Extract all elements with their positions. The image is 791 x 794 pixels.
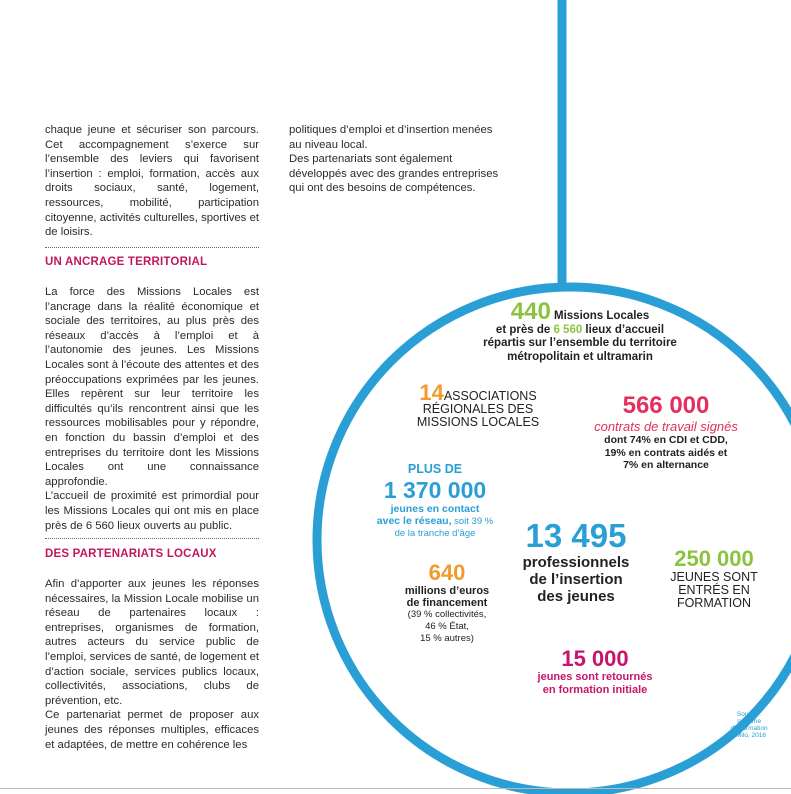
ancrage-paragraph-1: La force des Missions Locales est l’ancrage dans la réalité économique et sociale des territoires, au plus près des réseaux d’accès à l’emploi et à l’autonomie des jeunes. Les Missions Locales sont à l’écoute des attentes et des préoccupations exprimées par les jeunes. Elles repèrent sur leur territoire les difficultés qu’ils rencontrent ainsi que les ressources mobilisables pour y répondre, en fonction du bassin d’emploi et des entreprises du territoire dont les Missions Locales ont une connaissance approfondie. — [45, 286, 259, 488]
source-line4: I-Milo, 2016 — [732, 732, 766, 739]
stat-640-number: 640 — [428, 560, 466, 585]
stat-566000-detail2: 19% en contrats aidés et — [604, 446, 728, 459]
stat-566000-detail1: dont 74% en CDI et CDD, — [604, 434, 728, 446]
stat-13495-line1: professionnels — [522, 554, 630, 571]
stat-14-line2: RÉGIONALES DES — [422, 402, 534, 416]
stat-14-number: 14 — [419, 380, 444, 405]
stat-250000-line2: ENTRÉS EN — [678, 583, 750, 597]
partenariats-paragraph-1: Afin d’apporter aux jeunes les réponses nécessaires, la Mission Locale mobilise un réseau de partenaires locaux : entreprises, organismes de formation, autres acteurs du service public de l’emploi, services de santé, de logement et d’action sociale, services publics locaux, collectivités, associations, clubs de prévention, etc. — [45, 578, 259, 707]
stat-640-line5: 15 % autres) — [420, 633, 474, 644]
stat-13495-number: 13 495 — [525, 517, 627, 554]
stat-440-number: 440 — [510, 298, 551, 325]
stat-440-line2b: lieux d’accueil — [582, 323, 665, 336]
stat-1370000-line1: jeunes en contact — [390, 503, 480, 515]
stat-14-line1: ASSOCIATIONS — [443, 389, 537, 403]
section-title-partenariats: DES PARTENARIATS LOCAUX — [45, 548, 217, 560]
stat-1370000-number: 1 370 000 — [383, 477, 487, 503]
right-paragraph-2: Des partenariats sont également développés avec des grandes entreprises qui ont des besoins de compétences. — [289, 153, 499, 195]
stat-1370000-line2b: soit 39 % — [451, 516, 494, 527]
stat-250000-line3: FORMATION — [676, 596, 752, 610]
source-line3: d’information — [730, 725, 768, 732]
source-line1: Source : — [736, 711, 762, 718]
stat-1370000-line3: de la tranche d’âge — [394, 528, 476, 539]
stat-14-line3: MISSIONS LOCALES — [416, 415, 540, 429]
source-line2: système — [736, 718, 762, 725]
stat-15000-line1: jeunes sont retournés — [537, 671, 653, 683]
stat-566000-subtitle: contrats de travail signés — [594, 419, 738, 434]
stat-13495-professionnels — [506, 518, 646, 605]
stat-15000-retournes — [520, 646, 670, 696]
stat-440-line3: répartis sur l’ensemble du territoire — [483, 337, 677, 349]
stat-15000-line2: en formation initiale — [542, 683, 648, 696]
stat-1370000-jeunes — [358, 462, 512, 540]
stat-13495-line3: des jeunes — [537, 588, 615, 605]
stat-14-associations — [398, 380, 558, 429]
stat-566000-contrats — [576, 393, 756, 472]
stat-566000-detail3: 7% en alternance — [623, 459, 709, 471]
stat-440-lieux-number: 6 560 — [553, 323, 583, 336]
stat-640-line3: (39 % collectivités, — [407, 609, 487, 620]
stat-250000-number: 250 000 — [674, 546, 754, 571]
stat-440-line1: Missions Locales — [554, 310, 650, 322]
stat-440-line4: métropolitain et ultramarin — [507, 350, 653, 363]
intro-paragraph: chaque jeune et sécuriser son parcours. Cet accompagnement s’exerce sur l’ensemble des leviers qui favorisent l’insertion : emploi, formation, accès aux droits sociaux, santé, logement, ressources, mobilité, participation citoyenne, activités culturelles, sportives et de loisirs. — [45, 124, 259, 239]
stat-640-line2: de financement — [406, 597, 488, 609]
right-paragraph-1: politiques d’emploi et d’insertion menées au niveau local. — [289, 124, 493, 151]
stat-13495-line2: de l’insertion — [529, 571, 623, 588]
section-title-ancrage: UN ANCRAGE TERRITORIAL — [45, 256, 208, 268]
stat-1370000-line2: avec le réseau, — [376, 515, 452, 527]
stat-250000-formation — [651, 546, 777, 610]
stat-640-line1: millions d’euros — [404, 585, 490, 597]
ancrage-paragraph-2: L’accueil de proximité est primordial pour les Missions Locales qui ont mis en place près de 6 560 lieux ouverts au public. — [45, 490, 259, 532]
stat-15000-number: 15 000 — [561, 646, 629, 671]
stat-566000-number: 566 000 — [622, 392, 710, 419]
page-bottom-rule — [0, 788, 791, 789]
stat-1370000-prefix: PLUS DE — [407, 462, 463, 476]
stat-640-line4: 46 % État, — [425, 621, 469, 632]
source-note — [718, 711, 780, 739]
stat-440-line2a: et près de — [495, 323, 554, 336]
stat-440-missions — [440, 298, 720, 364]
partenariats-paragraph-2: Ce partenariat permet de proposer aux jeunes des réponses multiples, efficaces et adaptées, de mettre en cohérence les — [45, 709, 259, 751]
stat-640-financement — [385, 560, 509, 645]
stat-250000-line1: JEUNES SONT — [670, 570, 758, 584]
